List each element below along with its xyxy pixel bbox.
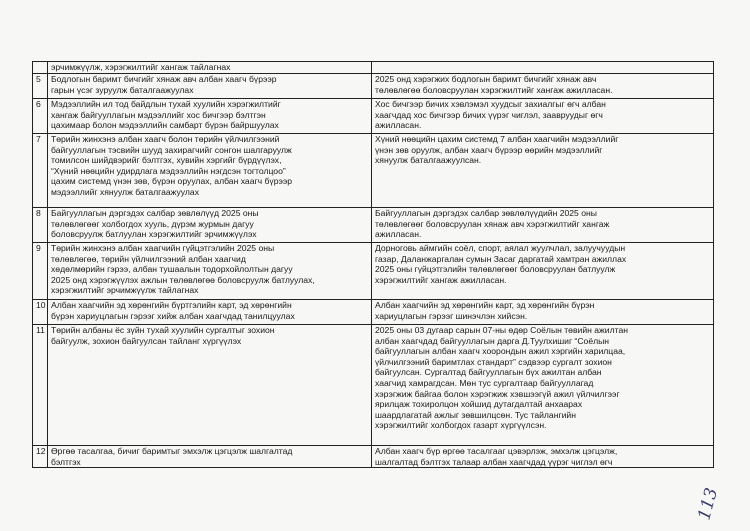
text-line: Бодлогын баримт бичгийг хянаж авч албан хаагч бүрээр [51,74,277,84]
text-line: бүрэн хариуцлагын гэрээг хийж албан хаагчдад танилцуулах [51,310,295,321]
result-cell [372,446,714,468]
text-line: хаагчид хамрагдсан. Мөн тус сургалтаар байгууллагад [375,377,594,388]
text-line: байгууллагын албан хаагч хоорондын ажил хэргийн харилцаа, [375,346,626,357]
task-cell [48,208,372,243]
result-cell [372,208,714,243]
text-line: хөдөлмөрийн гэрээ, албан тушаалын тодорхойлолтын дагуу [51,264,293,275]
text-line: шалгалтад бэлтгэх талаар албан хаагчдад үүрэг чиглэл өгч [375,456,613,467]
text-line: газар, Даланжаргалан сумын Засаг даргатай хамтран ажиллах [375,253,627,264]
result-cell [372,300,714,325]
text-line: Өргөө тасалгаа, бичиг баримтыг эмхэлж цэгцэлж шалгалтад [51,446,293,456]
page-number: 113 [693,485,722,523]
row-number: 6 [33,99,48,134]
text-line: үйлчилгээний баримтлах стандарт” сэдвээр сургалт зохион [375,356,612,367]
text-line: үнэн зөв оруулж, албан хаагч бүрээр өөрийн мэдээллийг [375,144,603,155]
text-line: Байгууллагын дэргэдэх салбар зөвлөлүүд 2025 оны [51,208,259,218]
table-row [33,62,714,74]
text-line: хэрэгжилтийг холбогдох газарт хүргүүлсэн. [375,420,547,431]
text-line: ажилласан. [375,229,422,240]
result-cell [372,99,714,134]
text-line: ярилцаж тохиролцон хойшид дутагдалтай анхаарах [375,399,583,410]
text-line: бэлтгэх [51,456,81,467]
text-line: Дорноговь аймгийн соёл, спорт, аялал жуулчлал, залуучуудын [375,243,626,253]
text-line: байгуулж, зохион байгуулсан тайланг хүргүүлэх [51,335,242,346]
text-line: Мэдээллийн ил тод байдлын тухай хуулийн хэрэгжилтийг [51,99,281,109]
row-number: 11 [33,325,48,446]
text-line: хэрэгжилтийг хангаж ажилласан. [375,274,507,285]
row-number [33,62,48,74]
text-line: байгууллагын тэсвийн шууд захирагчийг сонгон шалгаруулж [51,144,292,155]
table-row [33,74,714,99]
text-line: хангаж байгууллагын мэдээллийг хос бичгээр бэлтгэн [51,109,266,120]
text-line: мэдээллийг хянуулж баталгаажуулах [51,186,199,197]
task-cell [48,300,372,325]
result-cell [372,134,714,208]
text-line: төлөвлөгөөг боловсруулан хянаж авч хэрэгжилтийг хангаж [375,218,610,229]
text-line: хэрэгжиж байгаа болон хэрэгжиж хэвшээгүй ажил үйлчилгээг [375,388,620,399]
text-line: томилсон шийдвэрийг бэлтгэх, хувийн хэргийг бүрдүүлэх, [51,155,282,166]
text-line: хаагчдад хос бичгээр бичих үүрэг чиглэл, заавруудыг өгч [375,109,603,120]
text-line: ажилласан. [375,120,422,131]
row-number: 12 [33,446,48,468]
text-line: эрчимжүүлж, хэрэгжилтийг хангаж тайлагнах [51,62,231,72]
text-line: Хос бичгээр бичих хэвлэмэл хуудсыг захиалгыг өгч албан [375,99,606,109]
result-cell [372,74,714,99]
table-row [33,134,714,208]
table-row [33,300,714,325]
text-line: 2025 онд хэрэгжих бодлогын баримт бичгийг хянаж авч [375,74,597,84]
text-line: хянуулж баталгаажуулсан. [375,155,482,166]
row-number: 8 [33,208,48,243]
text-line: төлөвлөгөө, төрийн үйлчилгээний албан хаагчид [51,253,246,264]
text-line: Албан хаагчийн эд хөрөнгийн бүртгэлийн карт, эд хөрөнгийн [51,300,292,310]
table-row [33,99,714,134]
text-line: Байгууллагын дэргэдэх салбар зөвлөлүүдийн 2025 оны [375,208,597,218]
text-line: хариуцлагын гэрээг шинэчлэн хийсэн. [375,310,528,321]
task-cell [48,325,372,446]
result-cell [372,62,714,74]
text-line: Төрийн албаны ёс зүйн тухай хуулийн сургалтыг зохион [51,325,275,335]
table-row [33,325,714,446]
table-row [33,208,714,243]
text-line: Албан хаагчийн эд хөрөнгийн карт, эд хөрөнгийн бүрэн [375,300,595,310]
text-line: хэрэгжилтийг эрчимжүүлж тайлагнах [51,285,199,296]
task-cell [48,446,372,468]
text-line: боловсруулж батлуулан хэрэгжилтийг эрчимжүүлэх [51,229,257,240]
text-line: 2025 онд хэрэгжүүлэх ажлын төлөвлөгөө боловсруулж батлуулах, [51,274,315,285]
task-cell [48,134,372,208]
text-line: шаардлагатай ажлыг зөвшилцсөн. Тус тайлангийн [375,409,576,420]
text-line: “Хүний нөөцийн удирдлага мэдээллийн нэгдсэн тогтолцоо” [51,165,286,176]
text-line: Албан хаагч бүр өргөө тасалгааг цэвэрлэж, эмхэлж цэгцэлж, [375,446,618,456]
text-line: төлөвлөгөө боловсруулан хэрэгжилтийг хангаж ажилласан. [375,84,613,95]
task-cell [48,243,372,300]
row-number: 10 [33,300,48,325]
text-line: цахимаар болон мэдээллийн самбарт бүрэн байршуулах [51,120,279,131]
table-row [33,446,714,468]
task-cell [48,62,372,74]
task-cell [48,99,372,134]
text-line: албан хаагчдад байгууллагын дарга Д.Туулхишиг “Соёлын [375,335,610,346]
result-cell [372,325,714,446]
report-table [32,61,714,468]
row-number: 9 [33,243,48,300]
text-line: Төрийн жинхэнэ албан хаагчийн гүйцэтгэлийн 2025 оны [51,243,275,253]
task-cell [48,74,372,99]
row-number: 5 [33,74,48,99]
result-cell [372,243,714,300]
text-line: төлөвлөгөөг холбогдох хууль, дүрэм журмын дагуу [51,218,254,229]
text-line: Төрийн жинхэнэ албан хаагч болон төрийн үйлчилгээний [51,134,280,144]
text-line: цахим системд үнэн зөв, бүрэн оруулах, албан хаагч бүрээр [51,176,293,187]
text-line: 2025 оны гүйцэтгэлийн төлөвлөгөөг боловсруулан батлуулж [375,264,616,275]
text-line: гарын үсэг зуруулж баталгаажуулах [51,84,194,95]
row-number: 7 [33,134,48,208]
text-line: Хүний нөөцийн цахим системд 7 албан хаагчийн мэдээллийг [375,134,619,144]
table-row [33,243,714,300]
text-line: 2025 оны 03 дугаар сарын 07-ны өдөр Соёлын төвийн ажилтан [375,325,628,335]
text-line: байгуулсан. Сургалтад байгууллагын бүх ажилтан албан [375,367,602,378]
